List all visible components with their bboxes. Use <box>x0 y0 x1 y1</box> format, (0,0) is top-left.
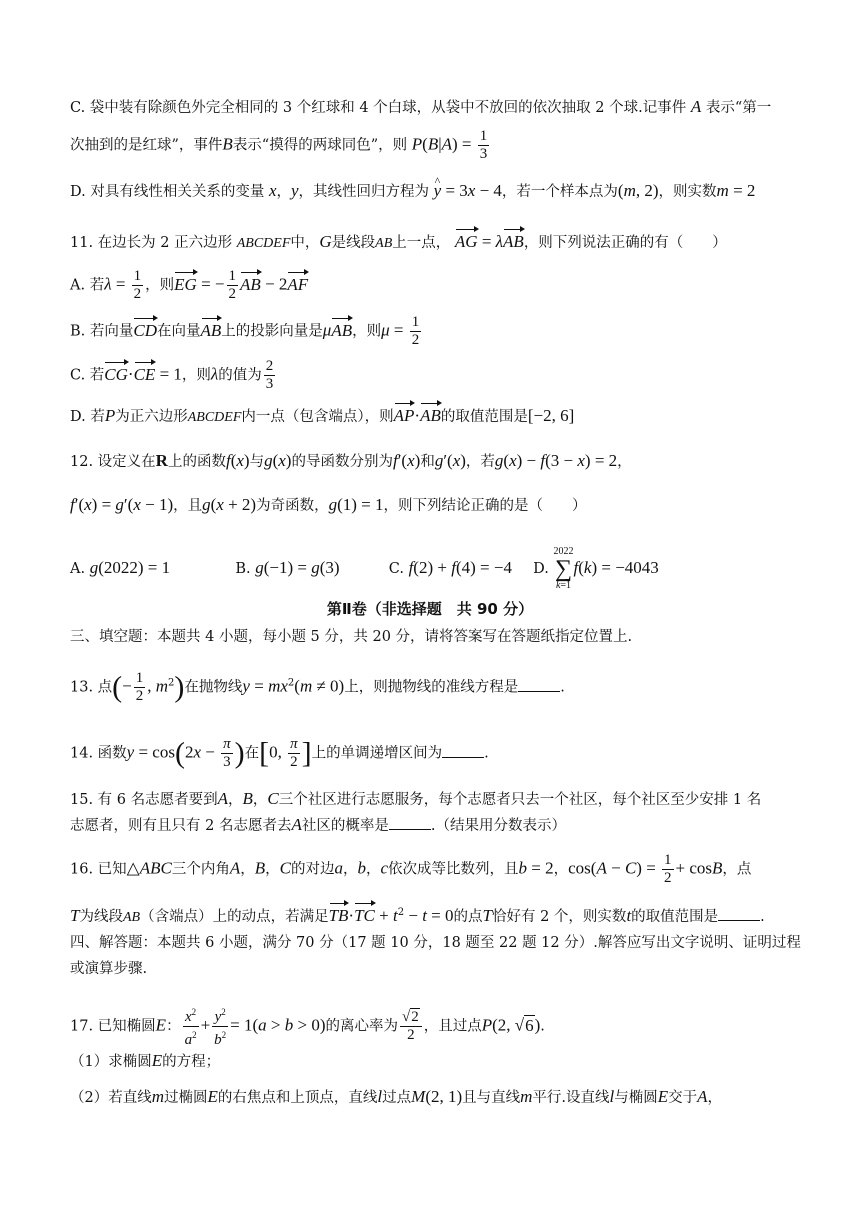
question-11-option-c: C. 若CG·CE = 1，则λ的值为 $\frac{2}{3}$ <box>70 358 274 392</box>
question-11-option-d: D. 若P为正六边形ABCDEF内一点（包含端点），则AP·AB的取值范围是[−2, 6] <box>70 402 800 429</box>
question-13: 13. 点(− $\frac{1}{2}$ , $m^2$)在抛物线$y = mx^2(m \ne 0)$上，则抛物线的准线方程是 . <box>70 670 565 704</box>
question-14: 14. 函数y = cos(2x − $\frac{\pi}{3}$ )在[0, $\frac{\pi}{2}$ ]上的单调递增区间为 . <box>70 736 489 770</box>
question-12-line1: 12. 设定义在R上的函数f(x)与g(x)的导函数分别为f′(x)和g′(x)，若g(x) − f(3 − x) = 2， <box>70 451 632 470</box>
question-12-line2: f′(x) = g′(x − 1)，且g(x + 2)为奇函数，g(1) = 1，则下列结论正确的是（ ） <box>70 495 587 514</box>
option-d-line: D. 对具有线性相关关系的变量 x，y，其线性回归方程为 ^ y = 3x − 4，若一个样本点为(m, 2)，则实数m = 2 <box>70 180 800 203</box>
question-15-line1: 15. 有 6 名志愿者要到A，B，C三个社区进行志愿服务，每个志愿者只去一个社区，每个社区至少安排 1 名 <box>70 789 762 808</box>
question-11: 11. 在边长为 2 正六边形 ABCDEF中，G是线段AB上一点， AG = λAB，则下列说法正确的有（ ） <box>70 228 800 255</box>
option-c-line1: C. 袋中装有除颜色外完全相同的 3 个红球和 4 个白球，从袋中不放回的依次抽取 2 个球.记事件 A 表示“第一 <box>70 97 772 116</box>
option-c-line2: 次抽到的是红球”，事件B表示“摸得的两球同色”，则 P(B|A) = $\frac{1}{3}$ <box>70 128 488 162</box>
question-15-line2: 志愿者，则有且只有 2 名志愿者去A社区的概率是 .（结果用分数表示） <box>70 815 566 834</box>
question-11-option-a: A. 若λ = $\frac{1}{2}$ ，则EG = − $\frac{1}{2}$ AB − 2AF <box>70 268 309 302</box>
part-4-instructions-line1: 四、解答题：本题共 6 小题，满分 70 分（17 题 10 分，18 题至 22 题 12 分）.解答应写出文字说明、证明过程 <box>70 935 801 951</box>
part-3-instructions: 三、填空题：本题共 4 小题，每小题 5 分，共 20 分，请将答案写在答题纸指定位置上. <box>70 629 633 645</box>
question-17-part-2: （2）若直线m过椭圆E的右焦点和上顶点，直线l过点M(2, 1)且与直线m平行.设直线l与椭圆E交于A， <box>70 1087 723 1106</box>
question-17: 17. 已知椭圆E： $\frac{x^2}{a^2}$ + $\frac{y^2}{b^2}$ = 1(a > b > 0)的离心率为 $\frac{√2}{2}$ ，且过点P(2, √6). <box>70 1004 800 1049</box>
question-11-option-b: B. 若向量CD在向量AB上的投影向量是μAB，则μ = $\frac{1}{2}$ <box>70 314 420 348</box>
section-2-title: 第Ⅱ卷（非选择题 共 90 分） <box>326 600 534 618</box>
question-12-options: A. g(2022) = 1 B. g(−1) = g(3) C. f(2) + f(4) = −4 D. 2022 ∑ k=1 f(k) = −4043 <box>70 546 659 591</box>
question-16-line1: 16. 已知△ABC三个内角A，B，C的对边a，b，c依次成等比数列，且b = 2，cos(A − C) = $\frac{1}{2}$ + cosB，点 <box>70 852 752 886</box>
question-16-line2: T为线段AB（含端点）上的动点，若满足$TB\cdot TC + t^2 - t = 0$的点T恰好有 2 个，则实数t的取值范围是 . <box>70 902 800 929</box>
part-4-instructions-line2: 或演算步骤. <box>70 961 148 977</box>
question-17-part-1: （1）求椭圆E的方程； <box>70 1051 221 1070</box>
